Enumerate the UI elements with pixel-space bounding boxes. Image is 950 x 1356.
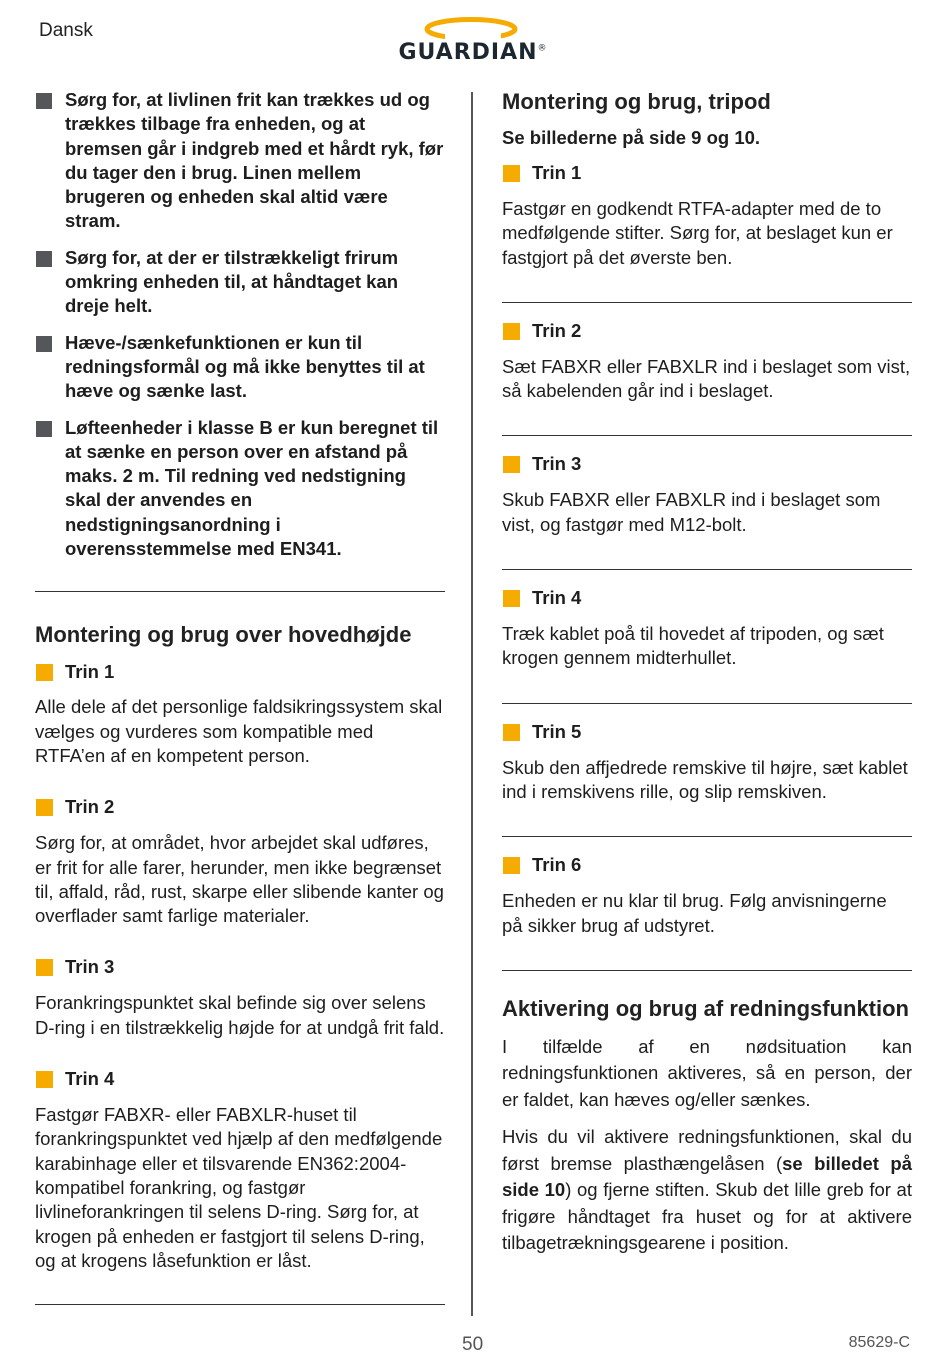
warning-text: Sørg for, at livlinen frit kan trækkes ud og trækkes tilbage fra enheden, og at bremsen går i indgreb med et hårdt ryk, før du tager den i brug. Linen mellem brugeren og enheden skal altid være stram. <box>65 89 444 232</box>
document-code: 85629-C <box>848 1334 910 1351</box>
step-label: Trin 1 <box>532 162 582 183</box>
step-divider <box>502 703 912 704</box>
orange-square-icon <box>503 456 520 473</box>
step-heading <box>502 319 912 343</box>
warning-text: Løfteenheder i klasse B er kun beregnet til at sænke en person over en afstand på maks. 2 m. Til redning ved nedstigning skal der anvendes en nedstigningsanordning i overensstemmelse med EN341. <box>65 416 439 560</box>
step-heading <box>35 1067 445 1091</box>
step-heading <box>35 795 445 819</box>
step-heading <box>502 161 912 185</box>
section-title: Montering og brug over hovedhøjde <box>35 622 412 648</box>
warning-list <box>35 88 445 561</box>
step-text: Alle dele af det personlige faldsikringssystem skal vælges og vurderes som kompatible med RTFA’en af en kompetent person. <box>35 696 443 766</box>
figure-reference: se billedet på side 10 <box>502 1152 912 1201</box>
brand-name: GUARDIAN <box>398 40 538 65</box>
step-label: Trin 3 <box>65 956 115 978</box>
warning-item <box>35 88 445 234</box>
step-label: Trin 3 <box>532 453 582 475</box>
logo-wordmark <box>383 40 563 65</box>
step-text: Sørg for, at området, hvor arbejdet skal udføres, er frit for alle farer, herunder, men ikke begrænset til, affald, råd, rust, skarpe eller slibende kanter og overflader samt farlige materialer. <box>35 832 444 927</box>
step-divider <box>502 302 912 303</box>
rescue-text: ) og fjerne stiften. Skub det lille greb for at frigøre håndtaget fra huset og for at aktivere tilbagetrækningsgearene i position. <box>502 1179 912 1254</box>
orange-square-icon <box>503 724 520 741</box>
orange-square-icon <box>36 1071 53 1088</box>
step-label: Trin 4 <box>532 587 582 609</box>
warning-item <box>35 416 445 562</box>
warning-item <box>35 331 445 404</box>
rescue-paragraph <box>502 1124 912 1257</box>
square-bullet-icon <box>36 421 52 437</box>
step-text: Fastgør FABXR- eller FABXLR-huset til forankringspunktet ved hjælp af den medfølgende karabinhage eller et tilsvarende EN362:2004-kompatibel forankring, og fastgør livlineforankringen til selens D-ring. Sørg for, at krogen på enheden er fastgjort til selens D-ring, og at krogens låsefunktion er låst. <box>35 1104 443 1271</box>
step-divider <box>502 836 912 837</box>
left-column <box>35 88 445 1305</box>
registered-mark: ® <box>537 43 548 54</box>
step-heading <box>35 955 445 979</box>
orange-square-icon <box>36 959 53 976</box>
step-text: Fastgør en godkendt RTFA-adapter med de to medfølgende stifter. Sørg for, at beslaget kun er fastgjort på det øverste ben. <box>502 198 893 268</box>
step-divider <box>502 569 912 570</box>
step-divider <box>502 970 912 971</box>
step-label: Trin 2 <box>65 796 115 818</box>
language-label: Dansk <box>39 20 93 41</box>
right-column <box>502 88 912 1257</box>
page-number: 50 <box>462 1334 484 1355</box>
step-label: Trin 4 <box>65 1068 115 1090</box>
section-divider <box>35 591 445 592</box>
step-heading <box>35 660 445 684</box>
warning-item <box>35 246 445 319</box>
step-heading <box>502 720 912 744</box>
orange-square-icon <box>503 590 520 607</box>
step-text: Enheden er nu klar til brug. Følg anvisningerne på sikker brug af udstyret. <box>502 890 887 936</box>
step-heading <box>502 586 912 610</box>
warning-text: Sørg for, at der er tilstrækkeligt frirum omkring enheden til, at håndtaget kan dreje helt. <box>65 246 399 317</box>
step-label: Trin 1 <box>65 661 115 683</box>
section-title: Montering og brug, tripod <box>502 89 771 114</box>
step-text: Forankringspunktet skal befinde sig over selens D-ring i en tilstrækkelig højde for at undgå frit fald. <box>35 992 445 1038</box>
step-label: Trin 5 <box>532 720 582 742</box>
square-bullet-icon <box>36 251 52 267</box>
rescue-title: Aktivering og brug af redningsfunktion <box>502 995 909 1021</box>
step-text: Træk kablet poå til hovedet af tripoden, og sæt krogen gennem midterhullet. <box>502 623 884 669</box>
guardian-logo <box>383 14 563 66</box>
step-text: Skub FABXR eller FABXLR ind i beslaget som vist, og fastgør med M12-bolt. <box>502 489 881 535</box>
warning-text: Hæve-/sænkefunktionen er kun til redningsformål og må ikke benyttes til at hæve og sænke last. <box>65 331 425 402</box>
orange-square-icon <box>503 165 520 182</box>
orange-square-icon <box>36 799 53 816</box>
step-text: Skub den affjedrede remskive til højre, sæt kablet ind i remskivens rille, og slip remskiven. <box>502 756 908 802</box>
rescue-paragraph: I tilfælde af en nødsituation kan redningsfunktionen aktiveres, så en person, der er faldet, kan hæves og/eller sænkes. <box>502 1035 912 1110</box>
orange-square-icon <box>36 664 53 681</box>
rescue-text: Hvis du vil aktivere redningsfunktionen, skal du først bremse plasthængelåsen ( <box>502 1126 912 1174</box>
orange-square-icon <box>503 857 520 874</box>
step-divider <box>502 435 912 436</box>
step-heading <box>502 452 912 476</box>
square-bullet-icon <box>36 93 52 109</box>
column-divider <box>471 92 473 1316</box>
step-heading <box>502 853 912 877</box>
step-text: Sæt FABXR eller FABXLR ind i beslaget som vist, så kabelenden går ind i beslaget. <box>502 355 911 402</box>
step-label: Trin 6 <box>532 854 582 876</box>
section-subtitle: Se billederne på side 9 og 10. <box>502 127 761 148</box>
orange-square-icon <box>503 323 520 340</box>
section-divider <box>35 1304 445 1305</box>
step-label: Trin 2 <box>532 319 582 341</box>
square-bullet-icon <box>36 336 52 352</box>
